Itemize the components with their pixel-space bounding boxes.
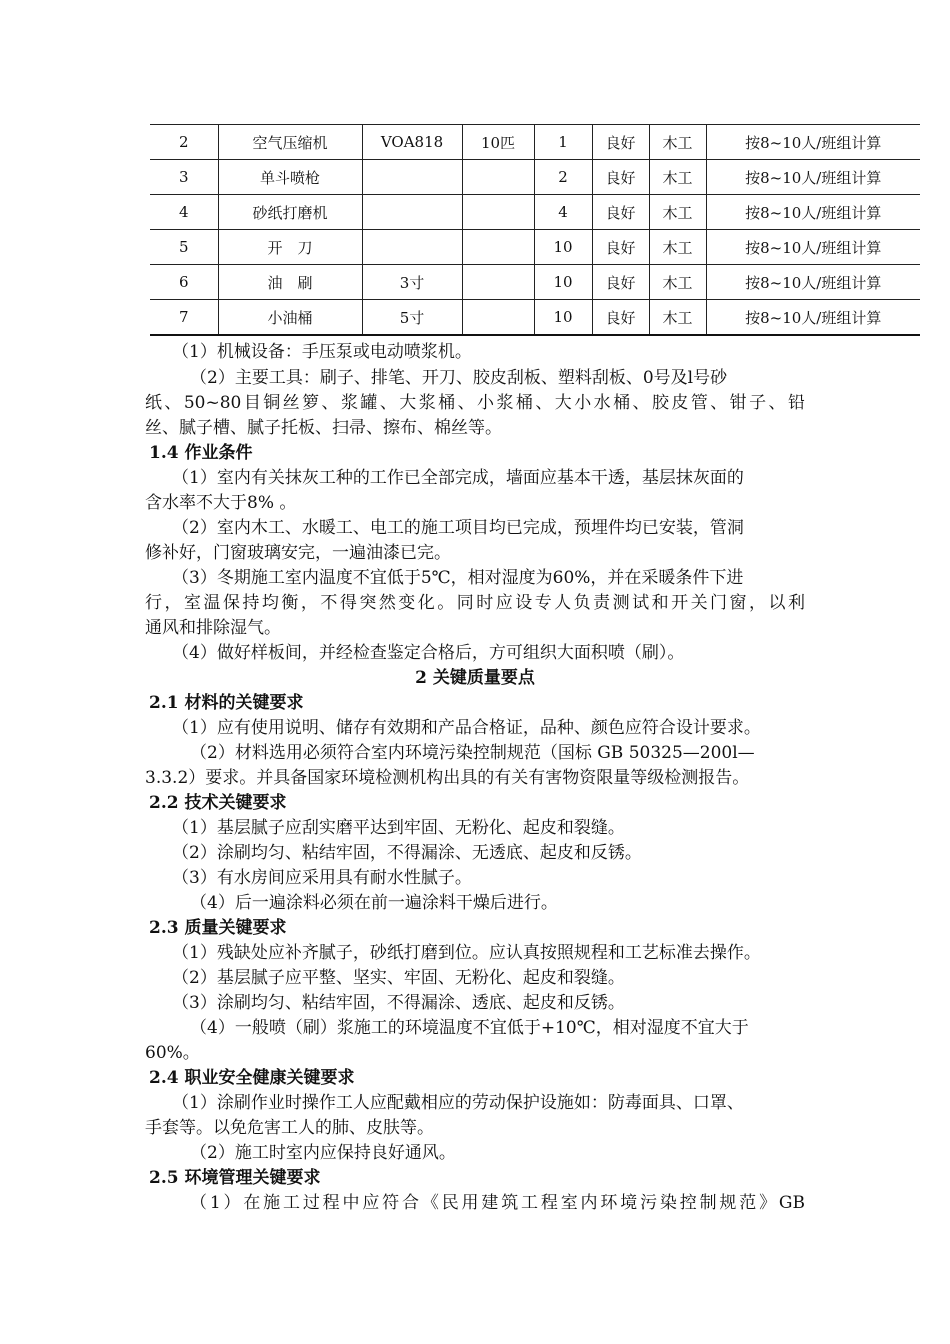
table-cell-model: 3寸 — [362, 265, 462, 300]
section-heading: 1.4 作业条件 — [149, 443, 253, 463]
table-row — [150, 160, 920, 195]
table-cell-no: 5 — [150, 230, 218, 265]
paragraph-line: （2）材料选用必须符合室内环境污染控制规范（国标 GB 50325—200l— — [190, 743, 755, 763]
paragraph-line: （3）冬期施工室内温度不宜低于5℃，相对湿度为60%，并在采暖条件下进 — [172, 568, 744, 588]
table-row — [150, 230, 920, 265]
table-cell-user: 木工 — [649, 265, 706, 300]
table-cell-spec — [462, 300, 534, 336]
table-cell-no: 3 — [150, 160, 218, 195]
table-cell-spec — [462, 265, 534, 300]
paragraph-line: （4）后一遍涂料必须在前一遍涂料干燥后进行。 — [190, 893, 558, 913]
paragraph-line: （1）机械设备：手压泵或电动喷浆机。 — [172, 342, 472, 362]
table-row — [150, 195, 920, 230]
paragraph-line: （2）涂刷均匀、粘结牢固，不得漏涂、无透底、起皮和反锈。 — [172, 843, 642, 863]
table-cell-qty: 2 — [534, 160, 592, 195]
table-cell-status: 良好 — [592, 125, 649, 160]
paragraph-line: （3）有水房间应采用具有耐水性腻子。 — [172, 868, 472, 888]
table-cell-status: 良好 — [592, 160, 649, 195]
paragraph-line: 含水率不大于8% 。 — [145, 493, 297, 513]
table-row — [150, 125, 920, 160]
paragraph-line: 行，室温保持均衡，不得突然变化。同时应设专人负责测试和开关门窗，以利 — [145, 593, 805, 613]
paragraph-line: （2）室内木工、水暖工、电工的施工项目均已完成，预埋件均已安装，管洞 — [172, 518, 744, 538]
table-cell-status: 良好 — [592, 230, 649, 265]
paragraph-line: （2）施工时室内应保持良好通风。 — [190, 1143, 456, 1163]
paragraph-line: （2）主要工具：刷子、排笔、开刀、胶皮刮板、塑料刮板、0号及l号砂 — [190, 368, 728, 388]
paragraph-line: （1）室内有关抹灰工种的工作已全部完成，墙面应基本干透，基层抹灰面的 — [172, 468, 744, 488]
table-cell-no: 7 — [150, 300, 218, 336]
paragraph-line: （1）涂刷作业时操作工人应配戴相应的劳动保护设施如：防毒面具、口罩、 — [172, 1093, 744, 1113]
table-row — [150, 300, 920, 336]
table-cell-qty: 1 — [534, 125, 592, 160]
paragraph-line: （4）一般喷（刷）浆施工的环境温度不宜低于+10℃，相对湿度不宜大于 — [190, 1018, 749, 1038]
table-cell-name: 油 刷 — [218, 265, 362, 300]
table-cell-no: 4 — [150, 195, 218, 230]
paragraph-line: 通风和排除湿气。 — [145, 618, 281, 638]
table-cell-remark: 按8~10人/班组计算 — [706, 265, 920, 300]
table-row — [150, 265, 920, 300]
table-cell-no: 6 — [150, 265, 218, 300]
paragraph-line: （1）在施工过程中应符合《民用建筑工程室内环境污染控制规范》GB — [190, 1193, 805, 1213]
table-cell-qty: 10 — [534, 230, 592, 265]
paragraph-line: （1）残缺处应补齐腻子，砂纸打磨到位。应认真按照规程和工艺标准去操作。 — [172, 943, 761, 963]
section-heading: 2.4 职业安全健康关键要求 — [149, 1068, 355, 1088]
table-cell-remark: 按8~10人/班组计算 — [706, 230, 920, 265]
table-cell-name: 小油桶 — [218, 300, 362, 336]
paragraph-line: （1）基层腻子应刮实磨平达到牢固、无粉化、起皮和裂缝。 — [172, 818, 625, 838]
paragraph-line: （4）做好样板间，并经检查鉴定合格后，方可组织大面积喷（刷）。 — [172, 643, 685, 663]
table-cell-name: 空气压缩机 — [218, 125, 362, 160]
table-cell-qty: 10 — [534, 300, 592, 336]
table-cell-user: 木工 — [649, 160, 706, 195]
table-cell-user: 木工 — [649, 300, 706, 336]
table-cell-model — [362, 230, 462, 265]
table-cell-user: 木工 — [649, 230, 706, 265]
table-cell-user: 木工 — [649, 125, 706, 160]
section-heading: 2.3 质量关键要求 — [149, 918, 287, 938]
table-cell-spec: 10匹 — [462, 125, 534, 160]
table-cell-status: 良好 — [592, 265, 649, 300]
table-cell-status: 良好 — [592, 195, 649, 230]
table-cell-model — [362, 160, 462, 195]
table-cell-model: VOA818 — [362, 125, 462, 160]
table-cell-remark: 按8~10人/班组计算 — [706, 160, 920, 195]
table-cell-user: 木工 — [649, 195, 706, 230]
paragraph-line: 修补好，门窗玻璃安完，一遍油漆已完。 — [145, 543, 451, 563]
paragraph-line: （1）应有使用说明、储存有效期和产品合格证，品种、颜色应符合设计要求。 — [172, 718, 761, 738]
table-cell-spec — [462, 230, 534, 265]
paragraph-line: （3）涂刷均匀、粘结牢固，不得漏涂、透底、起皮和反锈。 — [172, 993, 625, 1013]
table-cell-name: 砂纸打磨机 — [218, 195, 362, 230]
paragraph-line: 丝、腻子槽、腻子托板、扫帚、擦布、棉丝等。 — [145, 418, 502, 438]
paragraph-line: 60%。 — [145, 1043, 200, 1063]
section-heading: 2.1 材料的关键要求 — [149, 693, 304, 713]
table-cell-qty: 4 — [534, 195, 592, 230]
table-cell-no: 2 — [150, 125, 218, 160]
table-cell-model: 5寸 — [362, 300, 462, 336]
table-cell-remark: 按8~10人/班组计算 — [706, 195, 920, 230]
table-cell-spec — [462, 160, 534, 195]
table-cell-spec — [462, 195, 534, 230]
section-heading: 2.5 环境管理关键要求 — [149, 1168, 321, 1188]
section-heading: 2.2 技术关键要求 — [149, 793, 287, 813]
table-cell-status: 良好 — [592, 300, 649, 336]
paragraph-line: 3.3.2）要求。并具备国家环境检测机构出具的有关有害物资限量等级检测报告。 — [145, 768, 750, 788]
table-cell-remark: 按8~10人/班组计算 — [706, 300, 920, 336]
table-cell-name: 开 刀 — [218, 230, 362, 265]
paragraph-line: （2）基层腻子应平整、坚实、牢固、无粉化、起皮和裂缝。 — [172, 968, 625, 988]
paragraph-line: 手套等。以免危害工人的肺、皮肤等。 — [145, 1118, 434, 1138]
paragraph-line: 纸、50~80目铜丝箩、浆罐、大浆桶、小浆桶、大小水桶、胶皮管、钳子、铅 — [145, 393, 805, 413]
equipment-table — [150, 124, 920, 336]
table-cell-remark: 按8~10人/班组计算 — [706, 125, 920, 160]
table-cell-model — [362, 195, 462, 230]
table-cell-qty: 10 — [534, 265, 592, 300]
table-cell-name: 单斗喷枪 — [218, 160, 362, 195]
chapter-heading: 2 关键质量要点 — [415, 668, 535, 688]
